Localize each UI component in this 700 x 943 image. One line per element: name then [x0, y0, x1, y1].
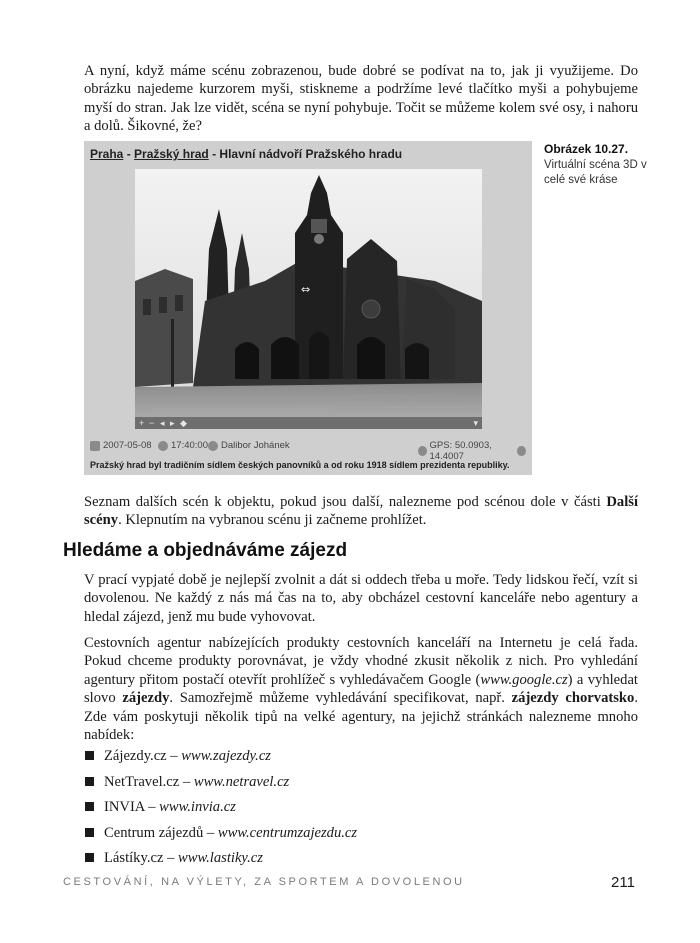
section-paragraph-1: V prací vypjaté době je nejlepší zvolnit a dát si oddech třeba u moře. Tedy lidskou řečí, vzít si dovolenou. Ne každý z nás má čas na to, aby obcházel cestovní kanceláře nebo agentury a hledal zájezd, jenž mu bude vyhovovat.	[84, 572, 638, 625]
breadcrumb-current: Hlavní nádvoří Pražského hradu	[219, 147, 403, 161]
viewer-controls	[135, 417, 482, 429]
agency-name: NetTravel.cz	[104, 773, 180, 790]
url-google: www.google.cz	[480, 671, 568, 688]
figure-description: Virtuální scéna 3D v celé své kráse	[544, 158, 647, 186]
keyword-zajezdy-chorvatsko: zájezdy chorvatsko	[511, 690, 635, 707]
page-number: 211	[611, 874, 635, 891]
agency-url: www.centrumzajezdu.cz	[217, 824, 358, 841]
agency-url: www.zajezdy.cz	[181, 748, 271, 764]
bullet-icon	[85, 802, 94, 811]
section-heading: Hledáme a objednáváme zájezd	[63, 540, 348, 561]
keyword-zajezdy: zájezdy	[122, 690, 170, 707]
text: . Klepnutím na vybranou scénu ji začneme prohlížet.	[118, 512, 427, 529]
separator: –	[166, 748, 182, 764]
cathedral-photo	[135, 169, 482, 429]
breadcrumb-separator: -	[208, 147, 220, 161]
text: . Samozřejmě můžeme vyhledávání specifikovat, např.	[169, 690, 512, 707]
separator: –	[179, 773, 194, 790]
text: Cestovních agentur nabízejících produkty cestovních kanceláří na Internetu je celá řada. Pokud chceme produkty porovnávat, je vždy vhodné zkusit několik z nich. Pro vyhledání agentury přitom postačí otevřít prohlížeč s vyhledávačem Google (	[84, 635, 638, 688]
agency-list	[84, 747, 357, 875]
breadcrumb-link-praha[interactable]: Praha	[90, 147, 124, 161]
panorama-viewer[interactable]	[135, 169, 482, 429]
expand-down-icon[interactable]: ▾	[473, 418, 478, 428]
section-paragraph-2	[84, 634, 638, 744]
clock-icon	[158, 441, 168, 451]
agency-name: INVIA	[104, 799, 145, 815]
breadcrumb-separator: -	[123, 147, 135, 161]
text: ) a vyhledat slovo	[84, 671, 638, 707]
bold-term: Další scény	[84, 494, 638, 529]
agency-name: Lástíky.cz	[104, 850, 164, 866]
calendar-icon	[90, 441, 100, 451]
scene-screenshot	[84, 141, 532, 475]
scene-caption: Pražský hrad byl tradičním sídlem českých panovníků a od roku 1918 sídlem prezidenta republiky.	[90, 460, 510, 470]
list-item	[84, 798, 357, 824]
scene-gps: GPS: 50.0903, 14.4007	[429, 440, 492, 462]
figure-caption	[544, 142, 654, 189]
bullet-icon	[85, 751, 94, 760]
svg-text:⇔: ⇔	[301, 283, 311, 296]
scene-author[interactable]: Dalibor Johánek	[221, 440, 290, 451]
move-right-icon[interactable]: ▸	[170, 418, 175, 428]
user-icon	[208, 441, 218, 451]
agency-url: www.invia.cz	[159, 799, 236, 815]
agency-url: www.netravel.cz	[193, 773, 290, 790]
text: . Zde vám poskytuji několik tipů na velké agentury, na jejichž stránkách nalezneme mnoho nabídek:	[84, 690, 638, 744]
after-figure-paragraph	[84, 493, 638, 530]
scene-metadata	[90, 440, 526, 462]
separator: –	[144, 799, 160, 815]
running-footer: CESTOVÁNÍ, NA VÝLETY, ZA SPORTEM A DOVOLENOU	[63, 876, 465, 888]
list-item	[84, 773, 357, 799]
separator: –	[163, 850, 179, 866]
breadcrumb-link-hrad[interactable]: Pražský hrad	[134, 147, 209, 161]
figure-number: Obrázek 10.27.	[544, 142, 629, 156]
list-item	[84, 747, 357, 773]
agency-name: Centrum zájezdů	[104, 824, 204, 841]
fullscreen-icon[interactable]: ◆	[180, 418, 187, 428]
info-icon[interactable]	[517, 446, 526, 456]
move-left-icon[interactable]: ◂	[160, 418, 165, 428]
gps-icon	[418, 446, 427, 456]
bullet-icon	[85, 777, 94, 786]
bullet-icon	[85, 828, 94, 837]
zoom-out-icon[interactable]: −	[149, 418, 155, 428]
agency-name: Zájezdy.cz	[104, 748, 167, 764]
zoom-in-icon[interactable]: +	[139, 418, 145, 428]
bullet-icon	[85, 853, 94, 862]
intro-paragraph: A nyní, když máme scénu zobrazenou, bude dobré se podívat na to, jak ji využijeme. Do obrázku najedeme kurzorem myši, stiskneme a podržíme levé tlačítko myši a pohybujeme myší do stran. Jak lze vidět, scéna se nyní pohybuje. Točit se můžeme kolem své osy, i nahoru a dolů. Šikovné, že?	[84, 63, 638, 135]
separator: –	[203, 824, 218, 841]
breadcrumb	[90, 147, 402, 161]
scene-date: 2007-05-08	[103, 440, 152, 451]
list-item	[84, 849, 357, 875]
scene-time: 17:40:00	[171, 440, 208, 451]
text: Seznam dalších scén k objektu, pokud jsou další, nalezneme pod scénou dole v části	[84, 494, 607, 510]
agency-url: www.lastiky.cz	[178, 850, 263, 866]
list-item	[84, 824, 357, 850]
